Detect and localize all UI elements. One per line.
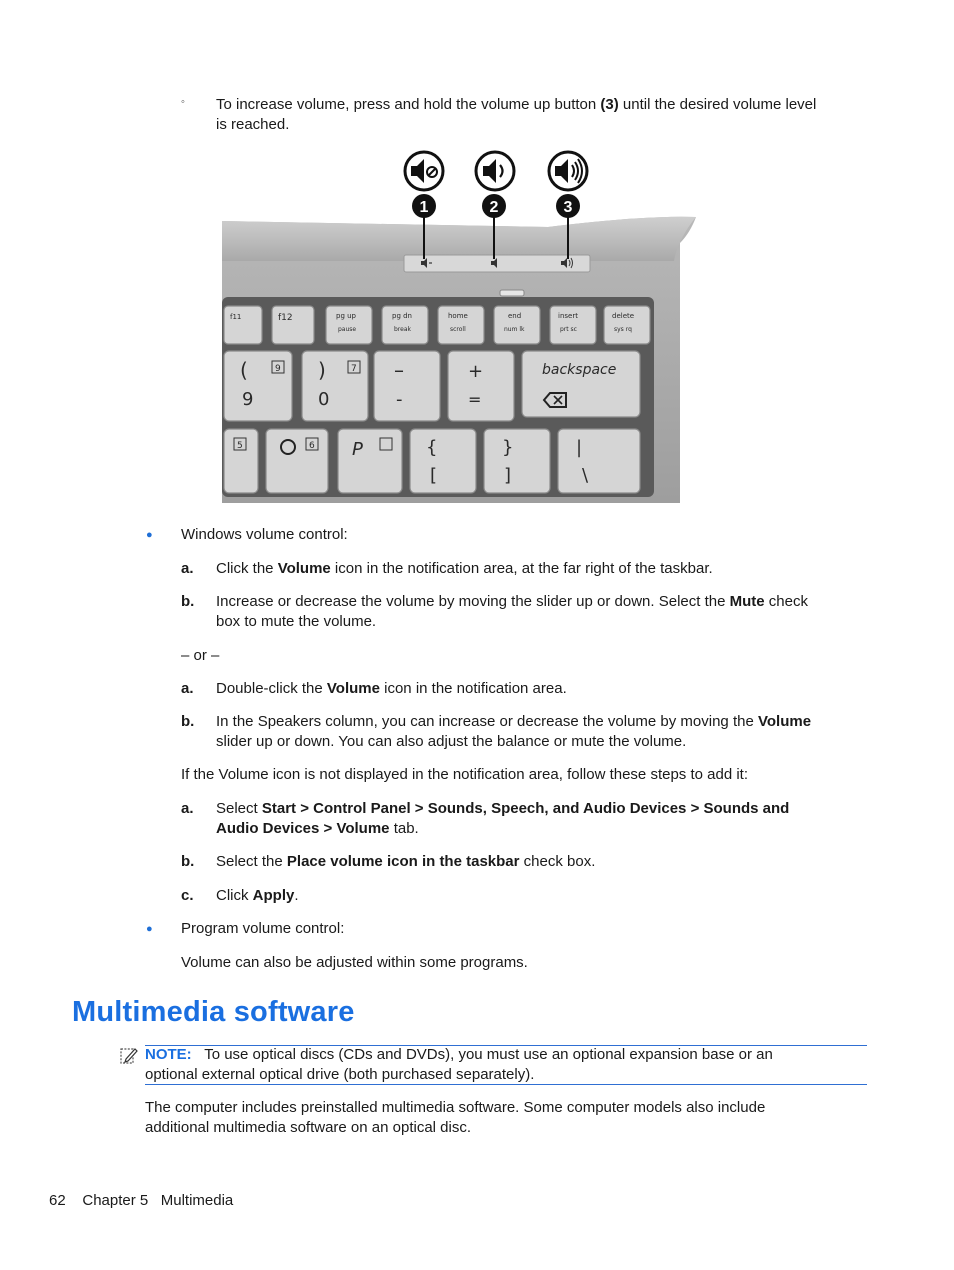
letter-key-row [224,429,640,493]
svg-text:backspace: backspace [542,362,617,378]
svg-text:pg dn: pg dn [392,312,412,320]
svg-text:prt sc: prt sc [560,326,577,333]
note-text: NOTE: To use optical discs (CDs and DVDs), you must use an optional expansion base or an optional external optical drive (both purchased separately). [145,1046,773,1083]
svg-text:): ) [318,358,326,382]
svg-text:scroll: scroll [450,326,466,333]
step-a3: Select Start > Control Panel > Sounds, Speech, and Audio Devices > Sounds and Audio Devices > Volume tab. [216,800,790,837]
program-volume-text: Volume can also be adjusted within some programs. [181,954,528,971]
step-label: a. [181,800,194,817]
page-number: 62 [49,1192,66,1209]
body-paragraph: The computer includes preinstalled multimedia software. Some computer models also include additional multimedia software on an optical disc. [145,1099,766,1136]
svg-text:6: 6 [309,441,315,451]
svg-text:pg up: pg up [336,312,356,320]
or-separator: – or – [181,647,220,664]
svg-text:pause: pause [338,326,357,333]
intro-paragraph: To increase volume, press and hold the volume up button (3) until the desired volume level is reached. [216,96,817,133]
svg-text:2: 2 [489,199,499,216]
svg-text:5: 5 [237,441,243,451]
svg-text:|: | [576,437,583,458]
list-bullet: ● [146,529,153,541]
svg-text:=: = [468,390,482,409]
svg-text:9: 9 [242,389,254,410]
svg-text:num lk: num lk [504,326,525,333]
svg-text:9: 9 [275,364,281,374]
svg-text:delete: delete [612,312,635,320]
step-label: c. [181,887,194,904]
top-bezel [222,217,696,261]
svg-text:break: break [394,326,411,333]
svg-text:3: 3 [563,199,573,216]
step-c3: Click Apply. [216,887,299,904]
page-footer [49,1192,233,1209]
svg-text:[: [ [430,465,438,486]
volume-buttons-figure [218,143,708,503]
mute-icon [405,152,443,190]
svg-text:insert: insert [558,312,578,320]
volume-down-icon [476,152,514,190]
svg-text:1: 1 [419,199,429,216]
chapter-title: Chapter 5 Multimedia [82,1192,234,1209]
list-bullet: ● [146,923,153,935]
volume-up-icon [549,152,587,190]
step-label: a. [181,680,194,697]
svg-text:f12: f12 [278,313,293,323]
step-label: b. [181,593,195,610]
hollow-bullet: ◦ [181,96,185,108]
step-label: b. [181,853,195,870]
svg-text:-: - [396,389,403,410]
svg-text:home: home [448,312,468,320]
note-icon [119,1046,139,1066]
step-a1: Click the Volume icon in the notification area, at the far right of the taskbar. [216,560,713,577]
svg-text:0: 0 [318,389,330,410]
note-label: NOTE: [145,1046,192,1063]
svg-text:sys rq: sys rq [614,326,632,333]
svg-text:{: { [426,437,438,458]
step-b1: Increase or decrease the volume by moving the slider up or down. Select the Mute check box to mute the volume. [216,593,808,630]
svg-text:}: } [502,437,514,458]
keyboard-illustration [218,143,708,503]
program-volume-title: Program volume control: [181,920,345,937]
windows-volume-title: Windows volume control: [181,526,348,543]
add-icon-instructions: If the Volume icon is not displayed in the notification area, follow these steps to add it: [181,766,749,783]
note-bottom-rule [145,1084,867,1085]
svg-text:–: – [394,358,404,382]
svg-text:end: end [508,312,522,320]
step-label: b. [181,713,195,730]
number-key-row [224,351,640,421]
svg-text:f11: f11 [230,313,242,321]
svg-text:7: 7 [351,364,357,374]
step-b3: Select the Place volume icon in the taskbar check box. [216,853,596,870]
indicator-light [500,290,524,296]
svg-text:]: ] [504,465,512,486]
step-b2: In the Speakers column, you can increase or decrease the volume by moving the Volume slider up or down. You can also adjust the balance or mute the volume. [216,713,812,750]
step-a2: Double-click the Volume icon in the notification area. [216,680,567,697]
svg-text:+: + [468,361,484,382]
section-heading: Multimedia software [72,996,355,1028]
svg-text:\: \ [582,465,589,486]
svg-text:P: P [352,439,363,460]
svg-text:(: ( [240,358,248,382]
step-label: a. [181,560,194,577]
